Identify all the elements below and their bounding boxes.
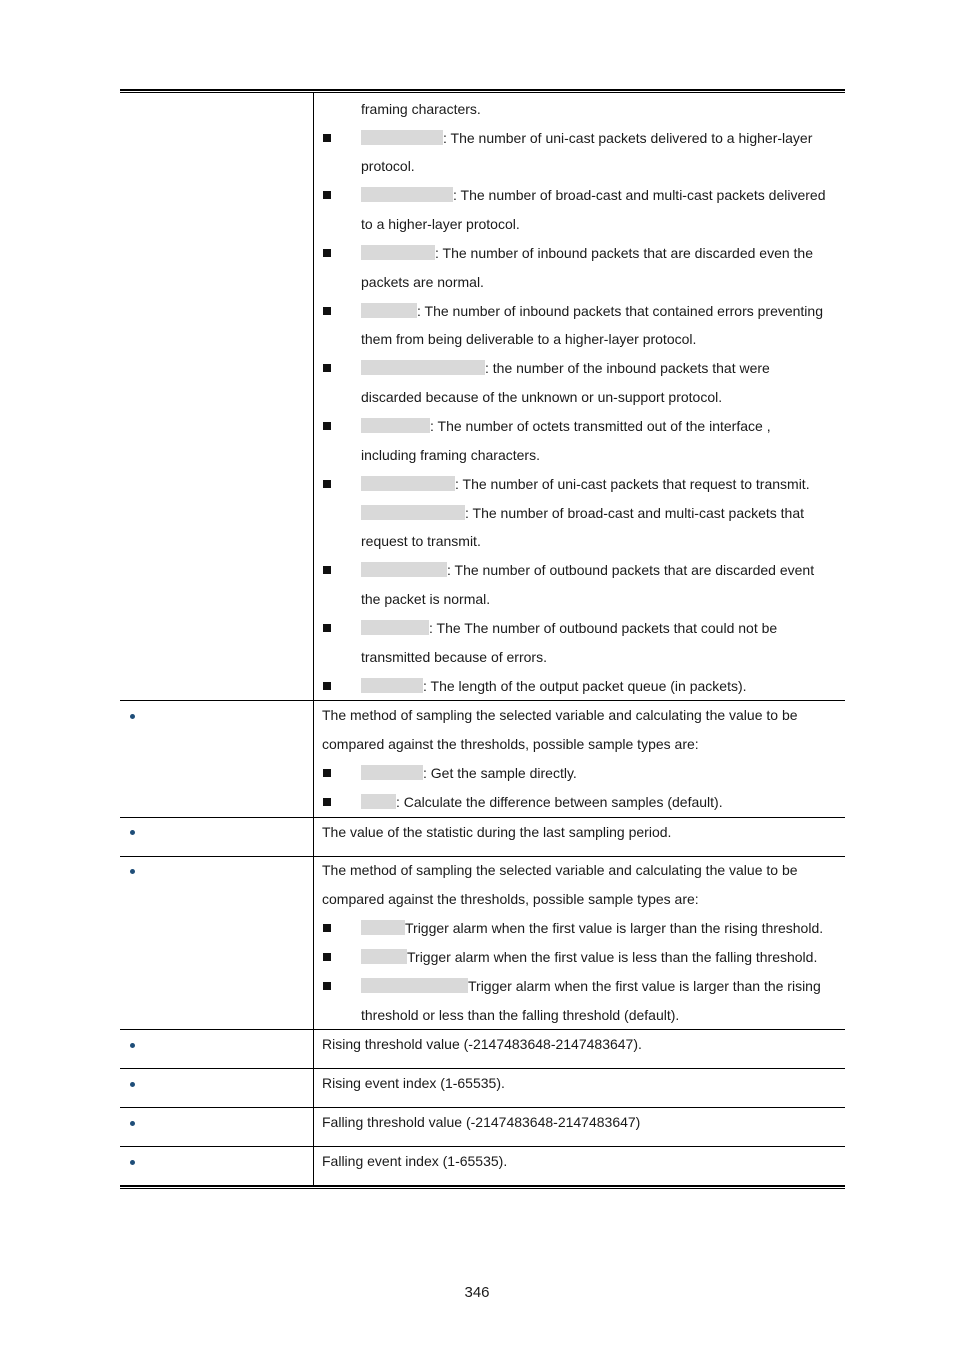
- column-divider: [313, 93, 314, 1186]
- square-bullet-icon: [323, 134, 331, 142]
- description-text: Falling threshold value (-2147483648-2147483647): [322, 1114, 641, 1130]
- square-bullet-icon: [323, 682, 331, 690]
- redacted-term: [361, 505, 465, 520]
- description-text: compared against the thresholds, possible sample types are:: [322, 891, 699, 907]
- list-item-text: : The number of uni-cast packets delivered to a higher-layer: [443, 130, 813, 146]
- list-item-text: : Get the sample directly.: [423, 765, 577, 781]
- list-item-text: : The number of inbound packets that contained errors preventing: [417, 303, 823, 319]
- round-bullet-icon: [130, 1082, 135, 1087]
- list-item-continuation: transmitted because of errors.: [361, 649, 547, 665]
- row-divider: [120, 1029, 845, 1030]
- row-divider: [120, 817, 845, 818]
- redacted-term: [361, 678, 423, 693]
- list-item-text: : The length of the output packet queue (in packets).: [423, 678, 747, 694]
- square-bullet-icon: [323, 953, 331, 961]
- redacted-term: [361, 303, 417, 318]
- redacted-term: [361, 476, 455, 491]
- round-bullet-icon: [130, 1121, 135, 1126]
- redacted-term: [361, 978, 468, 993]
- row-divider: [120, 1068, 845, 1069]
- round-bullet-icon: [130, 1043, 135, 1048]
- description-text: Falling event index (1-65535).: [322, 1153, 508, 1169]
- list-item-text: : the number of the inbound packets that were: [485, 360, 770, 376]
- list-item-text: : The number of uni-cast packets that request to transmit.: [455, 476, 810, 492]
- list-item-continuation: protocol.: [361, 158, 415, 174]
- table-bottom-border: [120, 1185, 845, 1189]
- square-bullet-icon: [323, 249, 331, 257]
- list-item-continuation: threshold or less than the falling threshold (default).: [361, 1007, 680, 1023]
- square-bullet-icon: [323, 982, 331, 990]
- redacted-term: [361, 130, 443, 145]
- round-bullet-icon: [130, 1160, 135, 1165]
- redacted-term: [361, 794, 396, 809]
- list-item-text: : The number of broad-cast and multi-cast packets delivered: [453, 187, 826, 203]
- table-top-border: [120, 89, 845, 93]
- list-item-text: Trigger alarm when the first value is larger than the rising threshold.: [405, 920, 824, 936]
- square-bullet-icon: [323, 798, 331, 806]
- square-bullet-icon: [323, 480, 331, 488]
- row-divider: [120, 1146, 845, 1147]
- list-item-continuation: them from being deliverable to a higher-layer protocol.: [361, 331, 697, 347]
- redacted-term: [361, 187, 453, 202]
- redacted-term: [361, 920, 405, 935]
- description-text: Rising event index (1-65535).: [322, 1075, 505, 1091]
- redacted-term: [361, 360, 485, 375]
- list-item-text: : The number of outbound packets that are discarded event: [447, 562, 815, 578]
- description-text: Rising threshold value (-2147483648-2147483647).: [322, 1036, 642, 1052]
- list-item-continuation: including framing characters.: [361, 447, 540, 463]
- list-item-text: : The number of inbound packets that are discarded even the: [435, 245, 813, 261]
- description-text: The method of sampling the selected variable and calculating the value to be: [322, 707, 798, 723]
- description-text: The value of the statistic during the last sampling period.: [322, 824, 672, 840]
- list-item-text: Trigger alarm when the first value is larger than the rising: [468, 978, 821, 994]
- square-bullet-icon: [323, 422, 331, 430]
- square-bullet-icon: [323, 924, 331, 932]
- row-divider: [120, 1107, 845, 1108]
- list-item-continuation: request to transmit.: [361, 533, 481, 549]
- square-bullet-icon: [323, 624, 331, 632]
- redacted-term: [361, 949, 407, 964]
- redacted-term: [361, 245, 435, 260]
- square-bullet-icon: [323, 191, 331, 199]
- redacted-term: [361, 620, 429, 635]
- list-item-continuation: discarded because of the unknown or un-support protocol.: [361, 389, 723, 405]
- continuation-text: framing characters.: [361, 101, 481, 117]
- round-bullet-icon: [130, 714, 135, 719]
- row-divider: [120, 856, 845, 857]
- list-item-continuation: the packet is normal.: [361, 591, 491, 607]
- list-item-text: : The number of broad-cast and multi-cast packets that: [465, 505, 805, 521]
- square-bullet-icon: [323, 566, 331, 574]
- list-item-text: : Calculate the difference between samples (default).: [396, 794, 723, 810]
- list-item-text: Trigger alarm when the first value is less than the falling threshold.: [407, 949, 818, 965]
- round-bullet-icon: [130, 869, 135, 874]
- description-text: compared against the thresholds, possible sample types are:: [322, 736, 699, 752]
- list-item-continuation: to a higher-layer protocol.: [361, 216, 520, 232]
- row-divider: [120, 700, 845, 701]
- round-bullet-icon: [130, 830, 135, 835]
- square-bullet-icon: [323, 769, 331, 777]
- redacted-term: [361, 418, 430, 433]
- description-text: The method of sampling the selected variable and calculating the value to be: [322, 862, 798, 878]
- square-bullet-icon: [323, 364, 331, 372]
- list-item-continuation: packets are normal.: [361, 274, 484, 290]
- list-item-text: : The number of octets transmitted out of the interface ,: [430, 418, 771, 434]
- list-item-text: : The The number of outbound packets that could not be: [429, 620, 778, 636]
- redacted-term: [361, 765, 423, 780]
- square-bullet-icon: [323, 307, 331, 315]
- page-number: 346: [464, 1284, 490, 1301]
- redacted-term: [361, 562, 447, 577]
